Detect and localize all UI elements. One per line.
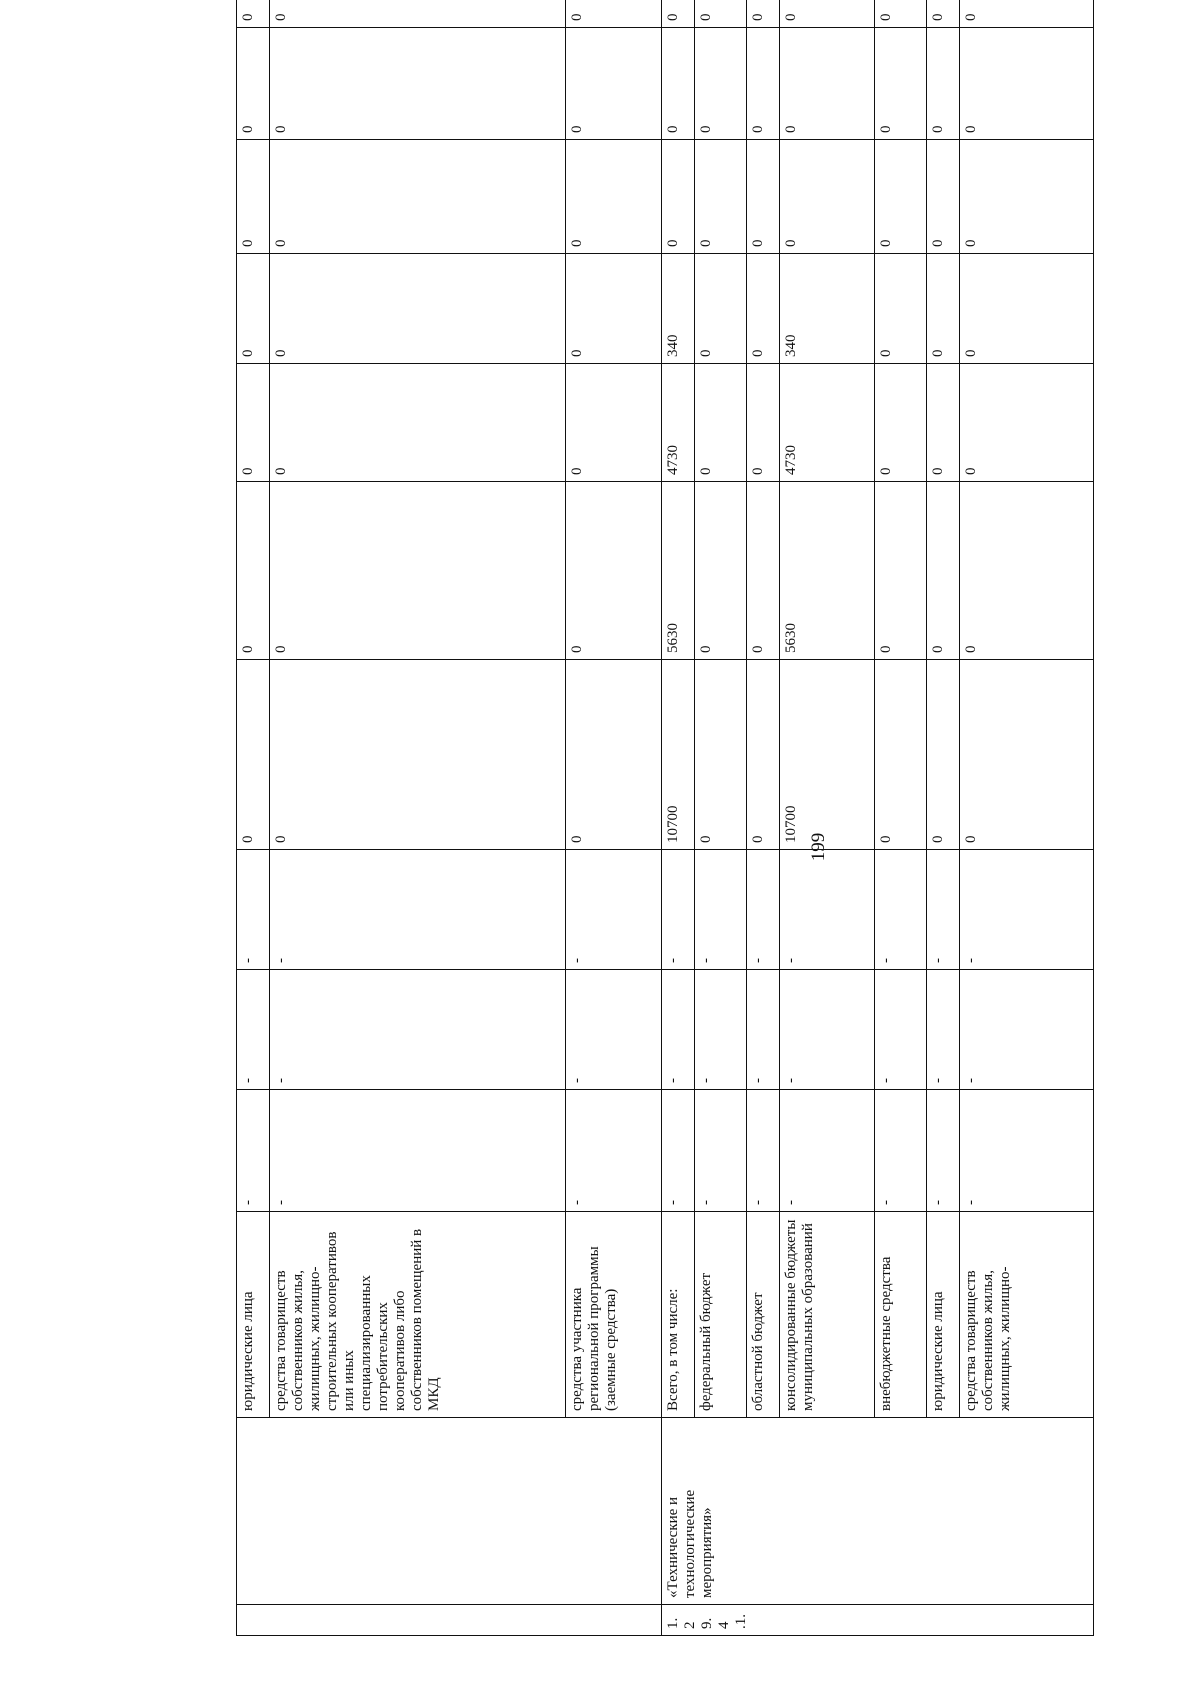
funding-source-cell: внебюджетные средства (875, 1212, 927, 1418)
value-cell: 0 (960, 482, 1094, 660)
value-cell: - (780, 970, 875, 1090)
value-cell: 0 (695, 482, 747, 660)
value-cell: 340 (780, 254, 875, 364)
value-cell: - (662, 850, 695, 970)
value-cell: 0 (875, 660, 927, 850)
item-name-cell: «Технические и технологические мероприятия» (662, 1418, 1094, 1605)
value-cell: 0 (566, 364, 662, 482)
value-cell: 0 (747, 254, 780, 364)
value-cell: 0 (695, 364, 747, 482)
funding-source-cell: юридические лица (237, 1212, 270, 1418)
value-cell: - (566, 850, 662, 970)
value-cell: 0 (747, 140, 780, 254)
value-cell: 0 (875, 364, 927, 482)
value-cell: - (875, 970, 927, 1090)
table-row (566, 0, 662, 1636)
value-cell: 0 (927, 660, 960, 850)
value-cell: 0 (566, 254, 662, 364)
value-cell: - (960, 1090, 1094, 1212)
value-cell: - (566, 1090, 662, 1212)
value-cell: 0 (662, 140, 695, 254)
value-cell: 0 (270, 482, 566, 660)
value-cell: 0 (780, 28, 875, 140)
value-cell: 0 (927, 254, 960, 364)
budget-table (236, 0, 1094, 1636)
table-row (960, 0, 1094, 1636)
value-cell: 0 (695, 0, 747, 28)
value-cell: 0 (566, 28, 662, 140)
table-row (927, 0, 960, 1636)
value-cell: - (662, 1090, 695, 1212)
value-cell: 0 (875, 254, 927, 364)
value-cell: 0 (695, 660, 747, 850)
value-cell: 0 (875, 482, 927, 660)
funding-source-cell: консолидированные бюджеты муниципальных образований (780, 1212, 875, 1418)
value-cell: - (237, 850, 270, 970)
value-cell: 0 (747, 660, 780, 850)
table-row (270, 0, 566, 1636)
value-cell: - (270, 970, 566, 1090)
value-cell: 4730 (780, 364, 875, 482)
value-cell: 0 (927, 482, 960, 660)
funding-source-cell: областной бюджет (747, 1212, 780, 1418)
value-cell: 0 (270, 140, 566, 254)
table-row (662, 0, 695, 1636)
value-cell: 0 (747, 482, 780, 660)
funding-source-cell: средства участника региональной программы (заемные средства) (566, 1212, 662, 1418)
value-cell: 0 (927, 0, 960, 28)
value-cell: - (960, 970, 1094, 1090)
value-cell: 0 (960, 364, 1094, 482)
value-cell: 0 (237, 364, 270, 482)
funding-source-cell: федеральный бюджет (695, 1212, 747, 1418)
value-cell: 0 (780, 0, 875, 28)
value-cell: 0 (875, 0, 927, 28)
value-cell: 0 (960, 660, 1094, 850)
value-cell: - (747, 850, 780, 970)
value-cell: 10700 (780, 660, 875, 850)
value-cell: 0 (780, 140, 875, 254)
value-cell: 0 (662, 0, 695, 28)
value-cell: - (237, 1090, 270, 1212)
value-cell: 0 (237, 28, 270, 140)
table-row (780, 0, 875, 1636)
value-cell: 0 (566, 0, 662, 28)
value-cell: - (695, 970, 747, 1090)
value-cell: 0 (270, 254, 566, 364)
value-cell: 0 (960, 28, 1094, 140)
value-cell: - (695, 1090, 747, 1212)
value-cell: - (237, 970, 270, 1090)
value-cell: - (780, 850, 875, 970)
row-number-cell: 1.2 9.4 .1. (662, 1605, 1094, 1636)
value-cell: 0 (875, 140, 927, 254)
table-row (875, 0, 927, 1636)
value-cell: 0 (237, 660, 270, 850)
value-cell: - (960, 850, 1094, 970)
value-cell: - (780, 1090, 875, 1212)
value-cell: 0 (875, 28, 927, 140)
value-cell: 0 (927, 364, 960, 482)
value-cell: 0 (270, 660, 566, 850)
value-cell: 0 (237, 482, 270, 660)
value-cell: 0 (566, 660, 662, 850)
value-cell: 0 (747, 28, 780, 140)
value-cell: 0 (960, 254, 1094, 364)
value-cell: 0 (662, 28, 695, 140)
value-cell: - (927, 970, 960, 1090)
funding-source-cell: средства товариществ собственников жилья, жилищных, жилищно-строительных кооперативов или иных специализированных потребительских кооперативов либо собственников помещений в МКД (270, 1212, 566, 1418)
value-cell: 0 (270, 28, 566, 140)
value-cell: 0 (747, 364, 780, 482)
row-number-cell (237, 1605, 662, 1636)
table-row (747, 0, 780, 1636)
value-cell: 0 (927, 28, 960, 140)
value-cell: 0 (237, 254, 270, 364)
funding-source-cell: средства товариществ собственников жилья, жилищных, жилищно- (960, 1212, 1094, 1418)
value-cell: - (695, 850, 747, 970)
table-row (237, 0, 270, 1636)
value-cell: 0 (270, 364, 566, 482)
value-cell: 0 (747, 0, 780, 28)
value-cell: 10700 (662, 660, 695, 850)
value-cell: - (875, 1090, 927, 1212)
value-cell: - (270, 1090, 566, 1212)
funding-source-cell: юридические лица (927, 1212, 960, 1418)
value-cell: - (747, 1090, 780, 1212)
value-cell: 4730 (662, 364, 695, 482)
value-cell: - (662, 970, 695, 1090)
value-cell: - (927, 1090, 960, 1212)
value-cell: 0 (566, 482, 662, 660)
value-cell: 5630 (780, 482, 875, 660)
value-cell: - (927, 850, 960, 970)
value-cell: - (747, 970, 780, 1090)
value-cell: 0 (566, 140, 662, 254)
table-body (237, 0, 1094, 1636)
value-cell: - (875, 850, 927, 970)
value-cell: 0 (960, 0, 1094, 28)
value-cell: 340 (662, 254, 695, 364)
table-row (695, 0, 747, 1636)
value-cell: 0 (270, 0, 566, 28)
value-cell: 5630 (662, 482, 695, 660)
value-cell: 0 (960, 140, 1094, 254)
value-cell: - (566, 970, 662, 1090)
value-cell: 0 (927, 140, 960, 254)
value-cell: - (270, 850, 566, 970)
funding-source-cell: Всего, в том числе: (662, 1212, 695, 1418)
value-cell: 0 (695, 28, 747, 140)
item-name-cell (237, 1418, 662, 1605)
page-number: 199 (808, 832, 829, 862)
value-cell: 0 (237, 140, 270, 254)
value-cell: 0 (695, 254, 747, 364)
value-cell: 0 (237, 0, 270, 28)
value-cell: 0 (695, 140, 747, 254)
